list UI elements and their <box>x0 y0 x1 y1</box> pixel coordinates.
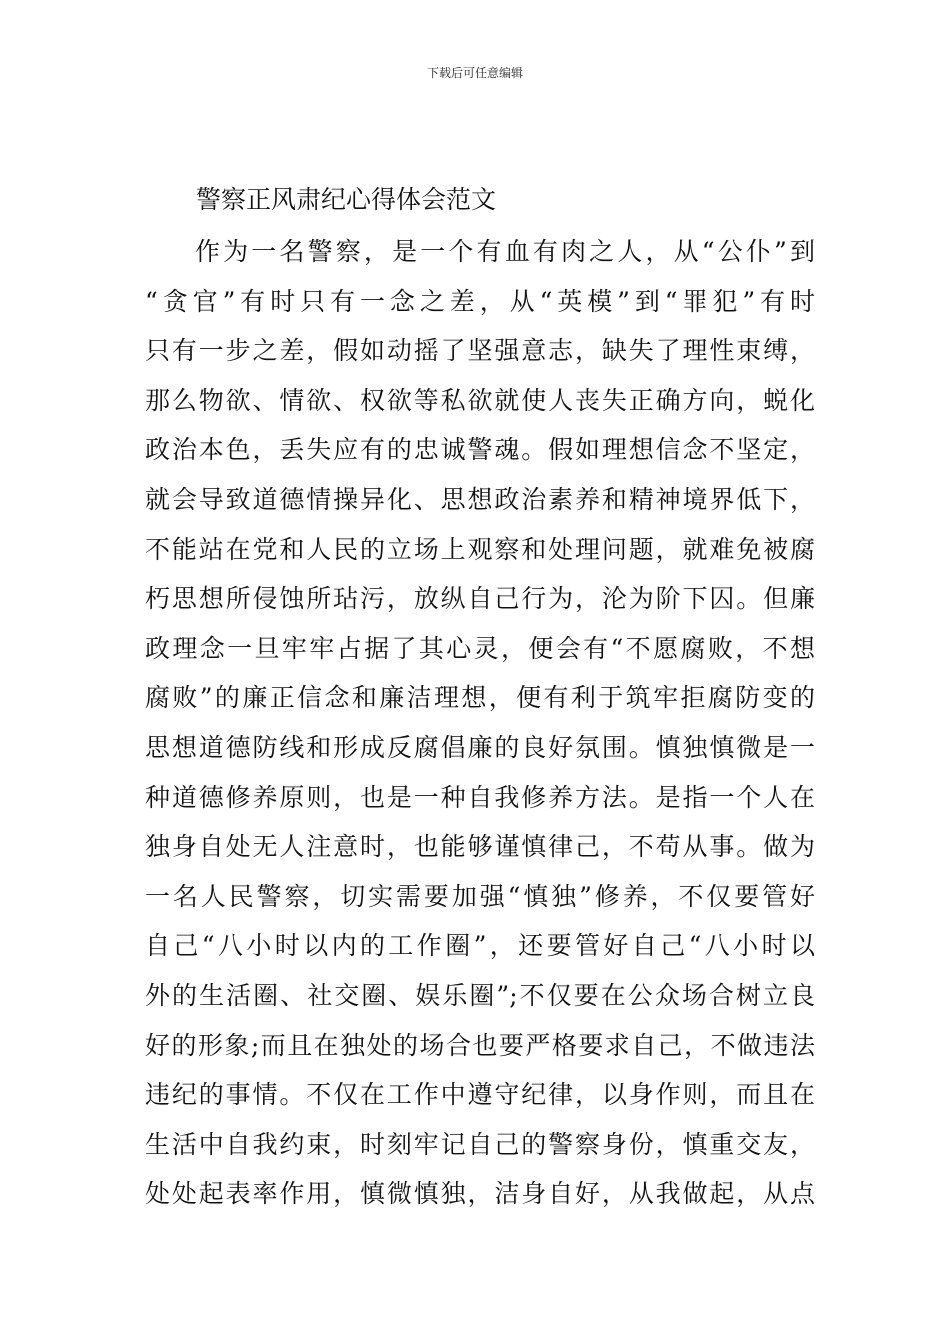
body-line-16: 外的生活圈、社交圈、娱乐圈”;不仅要在公众场合树立良 <box>145 980 815 1010</box>
body-line-19: 生活中自我约束，时刻牢记自己的警察身份，慎重交友， <box>145 1129 815 1159</box>
body-line-17: 好的形象;而且在独处的场合也要严格要求自己，不做违法 <box>145 1030 815 1060</box>
document-title: 警察正风肃纪心得体会范文 <box>196 185 497 214</box>
body-line-3: 只有一步之差，假如动摇了坚强意志，缺失了理性束缚， <box>145 336 815 366</box>
body-line-11: 思想道德防线和形成反腐倡廉的良好氛围。慎独慎微是一 <box>145 732 815 762</box>
body-line-7: 不能站在党和人民的立场上观察和处理问题，就难免被腐 <box>145 534 815 564</box>
body-line-9: 政理念一旦牢牢占据了其心灵，便会有“不愿腐败，不想 <box>145 633 815 663</box>
page-header-note: 下载后可任意编辑 <box>426 66 523 80</box>
body-line-20: 处处起表率作用，慎微慎独，洁身自好，从我做起，从点 <box>145 1179 815 1209</box>
body-line-6: 就会导致道德情操异化、思想政治素养和精神境界低下， <box>145 484 815 514</box>
body-line-18: 违纪的事情。不仅在工作中遵守纪律，以身作则，而且在 <box>145 1080 815 1110</box>
body-line-2: “贪官”有时只有一念之差，从“英模”到“罪犯”有时 <box>145 286 815 316</box>
body-line-12: 种道德修养原则，也是一种自我修养方法。是指一个人在 <box>145 782 815 812</box>
body-line-5: 政治本色，丢失应有的忠诚警魂。假如理想信念不坚定， <box>145 435 815 465</box>
body-line-4: 那么物欲、情欲、权欲等私欲就使人丧失正确方向，蜕化 <box>145 385 815 415</box>
body-line-8: 朽思想所侵蚀所玷污，放纵自己行为，沦为阶下囚。但廉 <box>145 584 815 614</box>
body-line-1: 作为一名警察，是一个有血有肉之人，从“公仆”到 <box>195 237 815 266</box>
body-line-14: 一名人民警察，切实需要加强“慎独”修养，不仅要管好 <box>145 881 815 911</box>
body-line-10: 腐败”的廉正信念和廉洁理想，便有利于筑牢拒腐防变的 <box>145 683 815 713</box>
document-body <box>145 232 815 1224</box>
body-line-15: 自己“八小时以内的工作圈”，还要管好自己“八小时以 <box>145 931 815 961</box>
body-line-13: 独身自处无人注意时，也能够谨慎律己，不苟从事。做为 <box>145 832 815 862</box>
